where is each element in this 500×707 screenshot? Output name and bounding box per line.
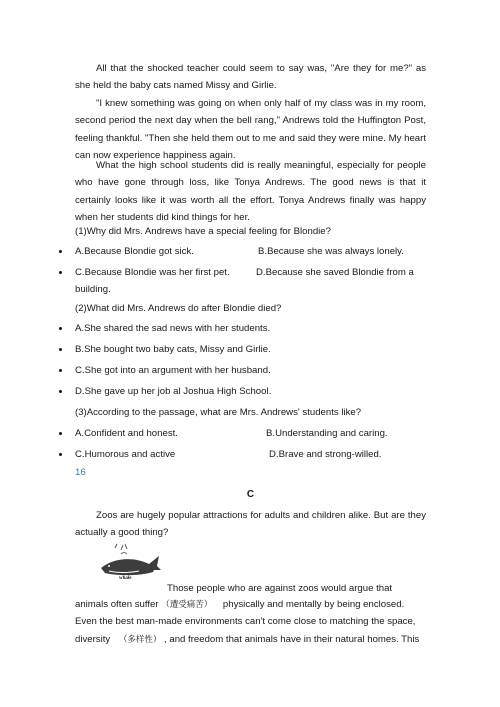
- image-caption: whale: [119, 576, 132, 581]
- bullet-icon: [59, 390, 62, 393]
- q3-option-a: A.Confident and honest.: [75, 425, 178, 442]
- q3-option-d: D.Brave and strong-willed.: [269, 449, 382, 460]
- whale-icon: [95, 540, 165, 590]
- q1-option-d-continued: building.: [75, 284, 111, 295]
- bullet-icon: [59, 271, 62, 274]
- q2-option-b: B.She bought two baby cats, Missy and Girlie.: [75, 341, 271, 358]
- bullet-icon: [59, 348, 62, 351]
- paragraph-3: What the high school students did is really meaningful, especially for people who have gone through loss, like Tonya Andrews. The good news is that it certainly looks like it was worth all the effort. Tonya Andrews finally was happy when her students did kind things for her.: [75, 160, 426, 224]
- q3-option-b: B.Understanding and caring.: [266, 428, 388, 439]
- q1-option-d: D.Because she saved Blondie from a: [256, 267, 414, 278]
- section-c-line-2: animals often suffer （遭受痛苦） physically and mentally by being enclosed.: [75, 599, 405, 610]
- q1-option-b: B.Because she was always lonely.: [258, 246, 404, 257]
- paragraph-1: All that the shocked teacher could seem to say was, "Are they for me?" as she held the baby cats named Missy and Girlie.: [75, 63, 426, 92]
- bullet-icon: [59, 453, 62, 456]
- q3-option-c: C.Humorous and active: [75, 446, 175, 463]
- bullet-icon: [59, 432, 62, 435]
- bullet-icon: [59, 250, 62, 253]
- paragraph-2: "I knew something was going on when only half of my class was in my room, second period the next day when the bell rang," Andrews told the Huffington Post, feeling thankful. "Then she held them out to me and said they were mine. My heart can now experience happiness again.: [75, 98, 426, 162]
- section-c-line-3: Even the best man-made environments can't come close to matching the space,: [75, 616, 416, 627]
- question-1-stem: (1)Why did Mrs. Andrews have a special feeling for Blondie?: [75, 226, 331, 237]
- q2-option-a: A.She shared the sad news with her students.: [75, 320, 270, 337]
- section-c-paragraph-start: Those people who are against zoos would argue that: [167, 583, 393, 594]
- section-c-line-4: diversity （多样性） , and freedom that animals have in their natural homes. This: [75, 634, 420, 645]
- section-c-intro: Zoos are hugely popular attractions for adults and children alike. But are they actually a good thing?: [75, 510, 426, 539]
- bullet-icon: [59, 327, 62, 330]
- question-2-stem: (2)What did Mrs. Andrews do after Blondie died?: [75, 303, 282, 314]
- bullet-icon: [59, 369, 62, 372]
- chinese-gloss-diversity: （多样性）: [118, 635, 162, 645]
- q1-option-a: A.Because Blondie got sick.: [75, 243, 194, 260]
- chinese-gloss-suffer: （遭受痛苦）: [161, 600, 213, 610]
- whale-illustration: [95, 540, 165, 590]
- q2-option-c: C.She got into an argument with her husband.: [75, 362, 271, 379]
- section-heading: C: [246, 489, 255, 500]
- question-3-stem: (3)According to the passage, what are Mrs. Andrews' students like?: [75, 407, 362, 418]
- q2-option-d: D.She gave up her job al Joshua High School.: [75, 383, 271, 400]
- q1-option-c: C.Because Blondie was her first pet.: [75, 264, 230, 281]
- page-number: 16: [75, 467, 86, 478]
